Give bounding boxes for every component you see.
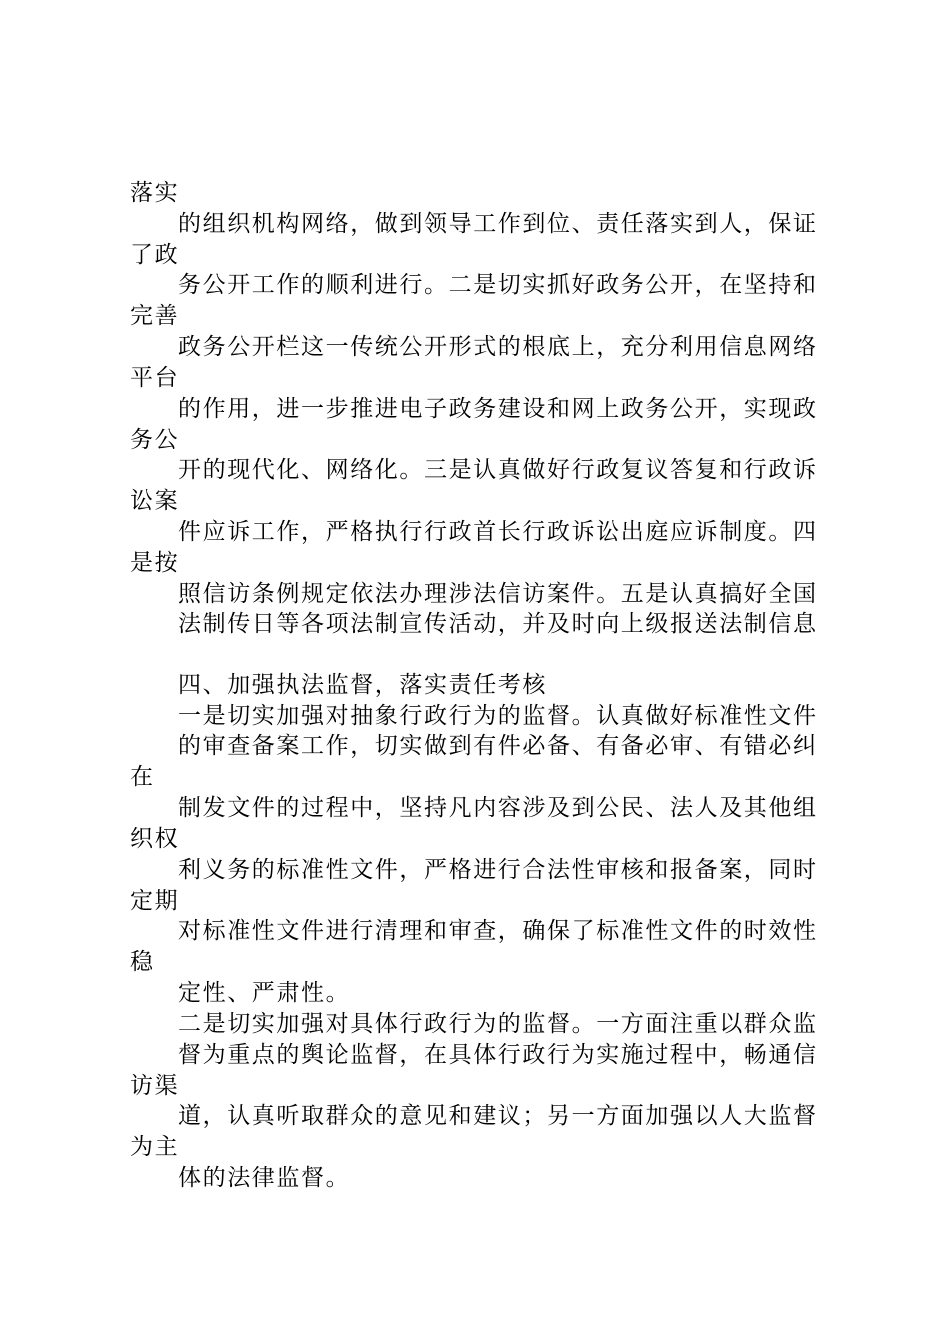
- text-line: 照信访条例规定依法办理涉法信访案件。五是认真搞好全国: [178, 581, 818, 607]
- text-line: 件应诉工作，严格执行行政首长行政诉讼出庭应诉制度。四: [178, 519, 818, 545]
- text-line: 政务公开栏这一传统公开形式的根底上，充分利用信息网络: [178, 334, 818, 360]
- text-line: 定期: [130, 888, 180, 914]
- text-line: 法制传日等各项法制宣传活动，并及时向上级报送法制信息: [178, 611, 818, 637]
- text-line: 定性、严肃性。: [178, 980, 351, 1006]
- text-line: 制发文件的过程中，坚持凡内容涉及到公民、法人及其他组: [178, 795, 818, 821]
- text-line: 利义务的标准性文件，严格进行合法性审核和报备案，同时: [178, 857, 818, 883]
- text-line: 为主: [130, 1134, 180, 1160]
- text-line: 了政: [130, 242, 180, 268]
- text-line: 督为重点的舆论监督，在具体行政行为实施过程中，畅通信: [178, 1042, 818, 1068]
- text-line: 对标准性文件进行清理和审查，确保了标准性文件的时效性: [178, 918, 818, 944]
- text-line: 落实: [130, 180, 180, 206]
- text-line: 务公: [130, 427, 180, 453]
- text-line: 开的现代化、网络化。三是认真做好行政复议答复和行政诉: [178, 457, 818, 483]
- text-line: 的作用，进一步推进电子政务建设和网上政务公开，实现政: [178, 396, 818, 422]
- text-line: 二是切实加强对具体行政行为的监督。一方面注重以群众监: [178, 1011, 818, 1037]
- text-line: 一是切实加强对抽象行政行为的监督。认真做好标准性文件: [178, 703, 818, 729]
- text-line: 的审查备案工作，切实做到有件必备、有备必审、有错必纠: [178, 733, 818, 759]
- text-line: 织权: [130, 826, 180, 852]
- text-line: 稳: [130, 949, 155, 975]
- section-heading: 四、加强执法监督，落实责任考核: [178, 672, 547, 698]
- text-line: 道，认真听取群众的意见和建议；另一方面加强以人大监督: [178, 1103, 818, 1129]
- text-line: 务公开工作的顺利进行。二是切实抓好政务公开，在坚持和: [178, 272, 818, 298]
- text-line: 讼案: [130, 488, 180, 514]
- text-line: 的组织机构网络，做到领导工作到位、责任落实到人，保证: [178, 211, 818, 237]
- text-line: 完善: [130, 303, 180, 329]
- text-line: 体的法律监督。: [178, 1165, 351, 1191]
- text-line: 在: [130, 764, 155, 790]
- text-line: 是按: [130, 550, 180, 576]
- text-line: 访渠: [130, 1073, 180, 1099]
- text-line: 平台: [130, 365, 180, 391]
